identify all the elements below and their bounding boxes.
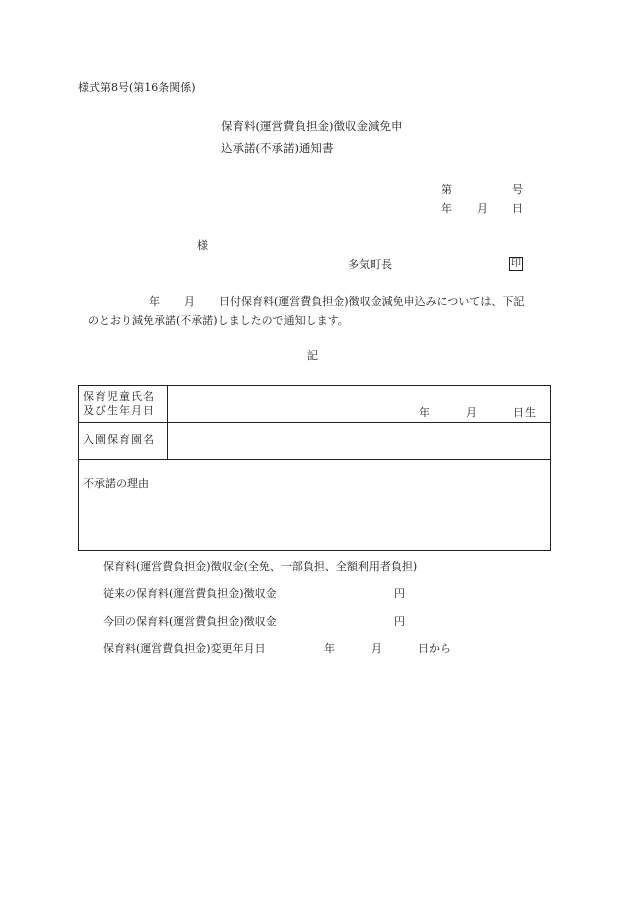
date-month: 月	[477, 202, 488, 215]
table-row-divider	[79, 422, 550, 423]
current-fee-unit: 円	[394, 615, 405, 628]
change-date-year: 年	[324, 642, 335, 655]
body-month: 月	[184, 295, 195, 308]
ki-heading: 記	[307, 349, 318, 362]
date-year: 年	[441, 202, 452, 215]
document-title-line1: 保育料(運営費負担金)徴収金減免申	[221, 119, 403, 133]
form-number: 様式第8号(第16条関係)	[78, 81, 196, 94]
birth-day: 日生	[513, 406, 537, 419]
fee-line-1: 保育料(運営費負担金)徴収金(全免、一部負担、全額利用者負担)	[103, 560, 418, 573]
body-year: 年	[149, 295, 160, 308]
change-date-day: 日から	[418, 642, 451, 655]
birth-month: 月	[466, 406, 478, 419]
current-fee-label: 今回の保育料(運営費負担金)徴収金	[103, 615, 277, 628]
doc-number-prefix: 第	[441, 183, 452, 196]
body-line1: 日付保育料(運営費負担金)徴収金減免申込みについては、下記	[219, 295, 525, 308]
date-day: 日	[512, 202, 523, 215]
nursery-label: 入園保育園名	[83, 433, 155, 446]
refusal-reason-label: 不承諾の理由	[83, 477, 149, 490]
table-row-divider	[79, 459, 550, 460]
previous-fee-label: 従来の保育料(運営費負担金)徴収金	[103, 587, 277, 600]
child-name-label-line1: 保育児童氏名	[83, 390, 155, 403]
addressee-suffix: 様	[197, 239, 208, 252]
document-title-line2: 込承諾(不承諾)通知書	[221, 141, 334, 155]
table-column-divider	[167, 386, 168, 459]
child-name-label-line2: 及び生年月日	[83, 404, 155, 417]
doc-number-suffix: 号	[512, 183, 523, 196]
previous-fee-unit: 円	[394, 587, 405, 600]
seal-mark: 印	[511, 258, 521, 269]
issuer: 多気町長	[348, 258, 392, 271]
details-table	[78, 385, 551, 551]
change-date-month: 月	[371, 642, 382, 655]
body-line2: のとおり減免承諾(不承諾)しましたので通知します。	[88, 314, 349, 327]
birth-year: 年	[419, 406, 431, 419]
change-date-label: 保育料(運営費負担金)変更年月日	[103, 642, 266, 655]
